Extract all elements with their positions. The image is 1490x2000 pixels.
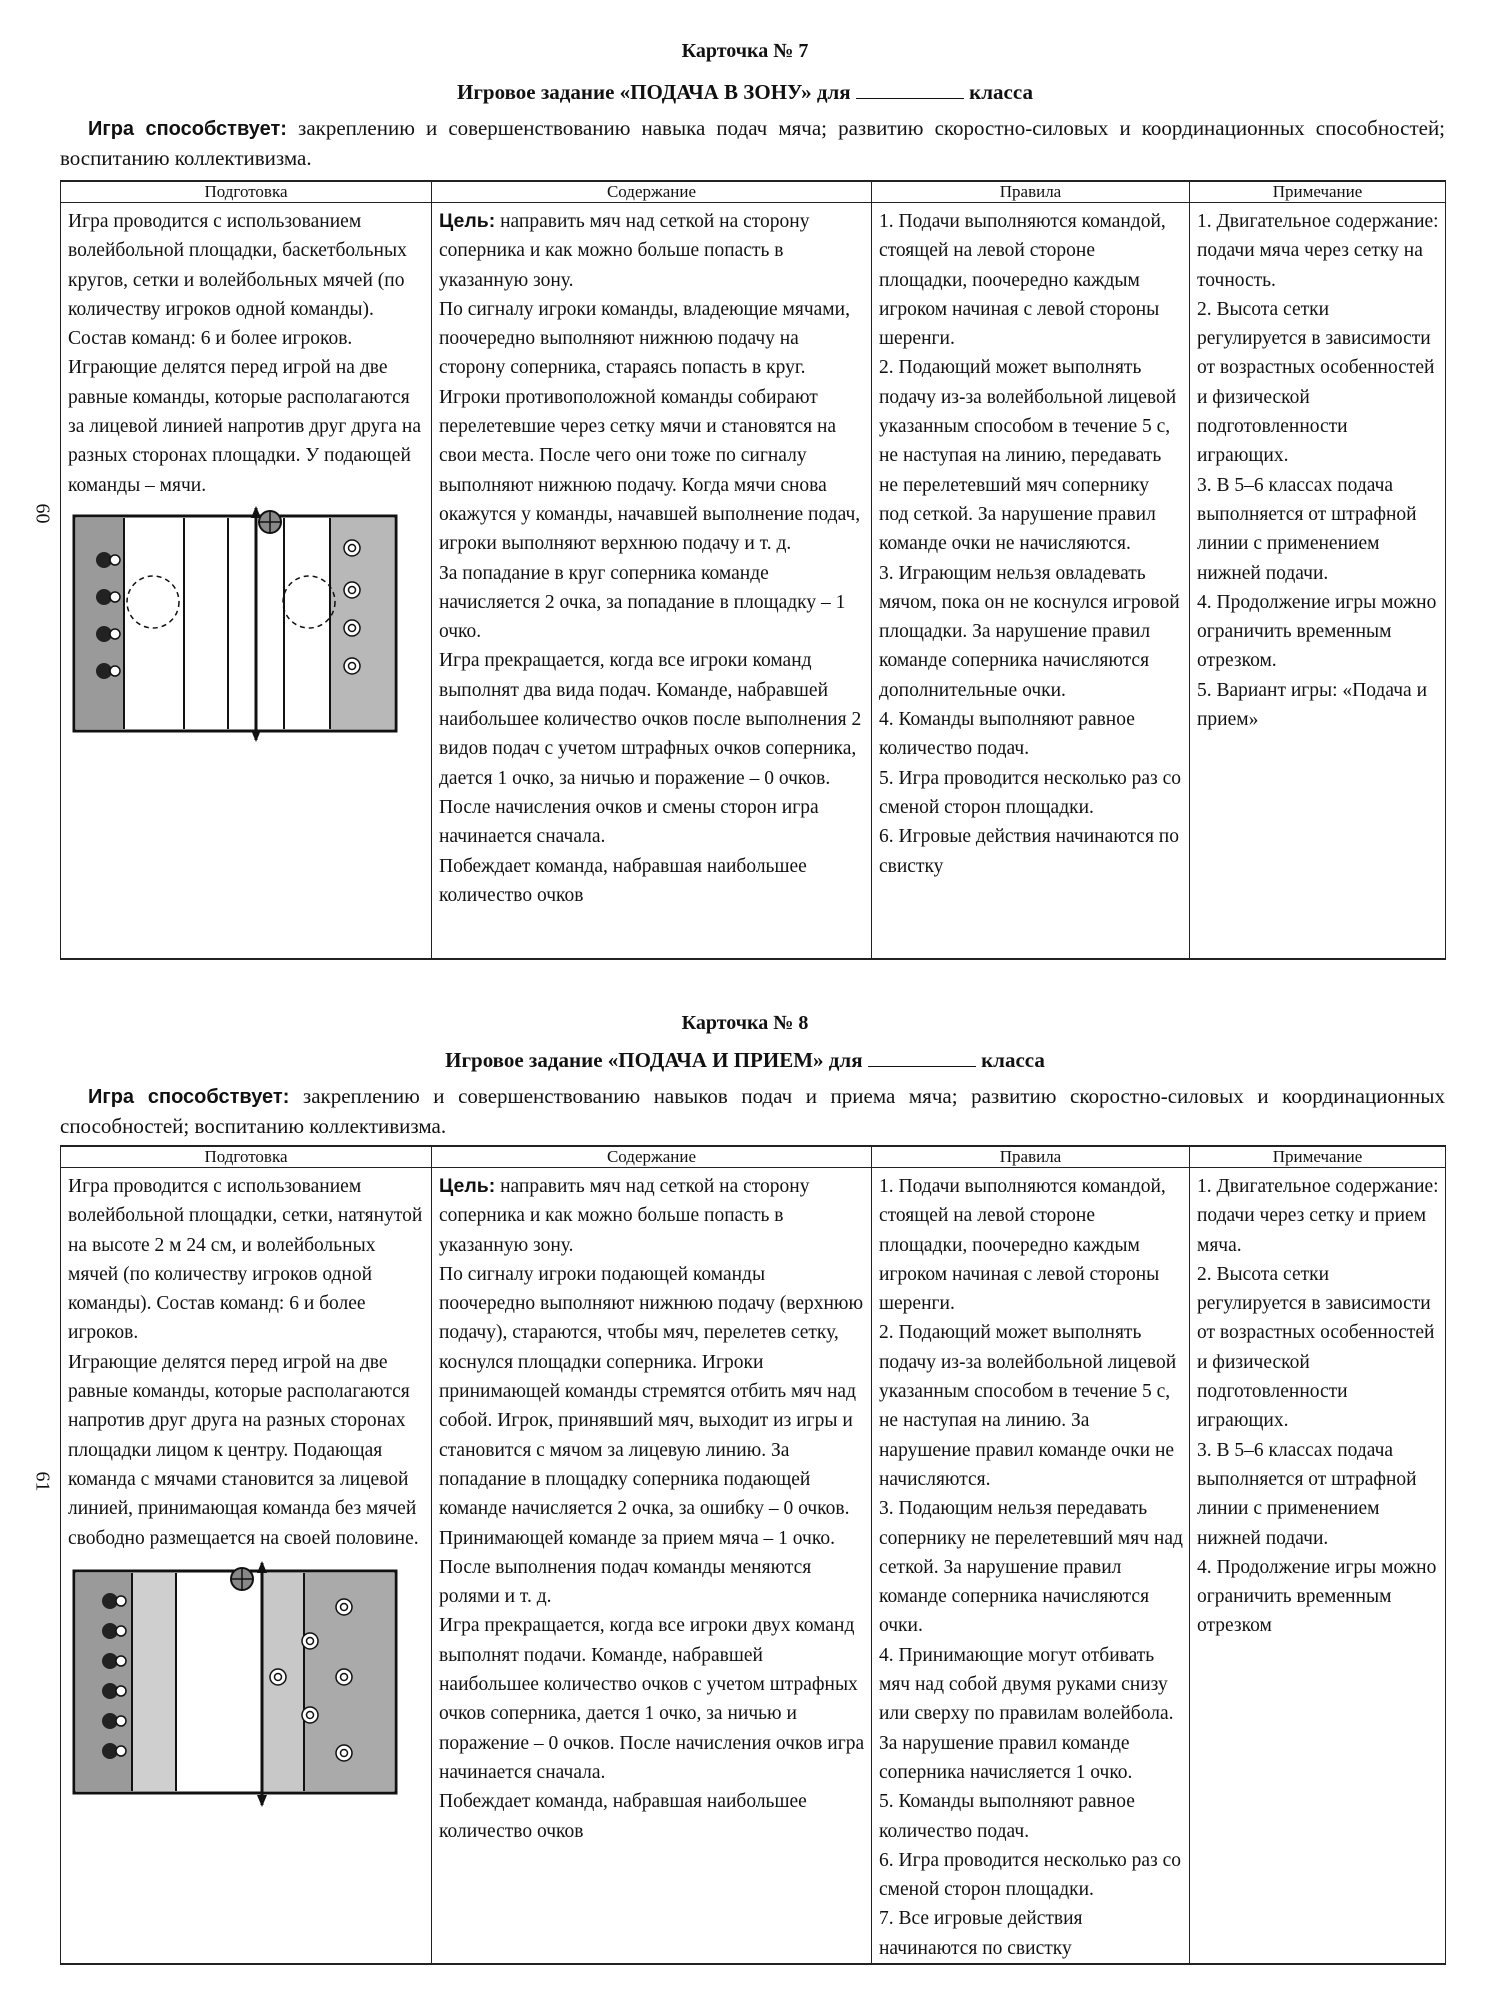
card7-table (60, 180, 1446, 960)
card7-goal-text: направить мяч над сеткой на сторону соперника и как можно больше попасть в указанную зону. (439, 211, 810, 291)
card8-note-3: 3. В 5–6 классах подача выполняется от штрафной линии с применением нижней подачи. (1197, 1439, 1417, 1549)
card8-purpose (60, 1082, 1445, 1141)
card7-content-para-2: За попадание в круг соперника команде начисляется 2 очка, за попадание в площадку – 1 очко. (439, 562, 846, 643)
card8-purpose-text: закреплению и совершенствованию навыков подач и приема мяча; развитию скоростно-силовых и координационных способностей; воспитанию коллективизма. (60, 1084, 1446, 1138)
card7-rule-6: 6. Игровые действия начинаются по свистку (879, 826, 1179, 877)
card8-task-prefix: Игровое задание «ПОДАЧА И ПРИЕМ» для (445, 1048, 863, 1072)
card7-header-content: Содержание (432, 181, 872, 203)
card7-header-rules: Правила (872, 181, 1190, 203)
card8-content-goal (439, 1172, 865, 1260)
card7-content-para-4: Побеждает команда, набравшая наибольшее количество очков (439, 855, 807, 906)
page-number-61: 61 (31, 1471, 54, 1492)
card8-goal-text: направить мяч над сеткой на сторону соперника и как можно больше попасть в указанную зону. (439, 1176, 810, 1256)
card7-task-suffix: класса (969, 80, 1033, 104)
card8-rule-5: 5. Команды выполняют равное количество подач. (879, 1791, 1135, 1842)
card8-task-title (0, 1048, 1490, 1073)
card8-purpose-label: Игра способствует: (88, 1086, 290, 1108)
card7-title: Карточка № 7 (681, 40, 809, 62)
card7-rule-5: 5. Игра проводится несколько раз со сменой сторон площадки. (879, 767, 1182, 818)
card8-content-para-1: По сигналу игроки подающей команды поочередно выполняют нижнюю подачу (верхнюю подачу), стараются, чтобы мяч, перелетев сетку, коснулся площадки соперника. Игроки принимающей команды стремятся отбить мяч над собой. Игрок, принявший мяч, выходит из игры и становится с мячом за лицевую линию. За попадание в площадку соперника подающей команде начисляется 2 очка, за ошибку – 0 очков. (439, 1263, 864, 1520)
card8-rule-7: 7. Все игровые действия начинаются по свистку (879, 1908, 1083, 1959)
card8-notes-cell (1190, 1168, 1446, 1965)
page-number-60: 60 (31, 503, 54, 524)
card7-content-cell (432, 203, 872, 959)
card8-header-preparation: Подготовка (61, 1146, 432, 1168)
card8-content-para-4: Побеждает команда, набравшая наибольшее количество очков (439, 1791, 807, 1842)
card8-preparation-para-2: Играющие делятся перед игрой на две равные команды, которые располагаются напротив друг друга на разных сторонах площадки лицом к центру. Подающая команда с мячами становится за лицевой линией, принимающая команда без мячей свободно размещается на своей половине. (68, 1351, 419, 1549)
card8-header-rules: Правила (872, 1146, 1190, 1168)
card8-note-4: 4. Продолжение игры можно ограничить временным отрезком (1197, 1556, 1437, 1637)
card7-rule-1: 1. Подачи выполняются командой, стоящей на левой стороне площадки, поочередно каждым игроком начиная с левой стороны шеренги. (879, 211, 1166, 350)
card8-header-content: Содержание (432, 1146, 872, 1168)
card7-content-para-3: Игра прекращается, когда все игроки команд выполнят два вида подач. Команде, набравшей наибольшее количество очков после выполнения 2 видов подач с учетом штрафных очков соперника, дается 1 очко, за ничью и поражение – 0 очков. После начисления очков и смены сторон игра начинается сначала. (439, 650, 862, 848)
card7-note-2: 2. Высота сетки регулируется в зависимости от возрастных особенностей и физической подготовленности играющих. (1197, 298, 1435, 467)
card8-rule-2: 2. Подающий может выполнять подачу из-за волейбольной лицевой указанным способом в течение 5 с, не наступая на линию. За нарушение правил команде очки не начисляются. (879, 1322, 1177, 1490)
card8-rules-cell (872, 1168, 1190, 1965)
card8-content-para-3: Игра прекращается, когда все игроки двух команд выполнят подачи. Команде, набравшей наибольшее количество очков с учетом штрафных очков соперника, дается 1 очко, за ничью и поражение – 0 очков. После начисления очков игра начинается сначала. (439, 1615, 865, 1783)
card7-purpose-label: Игра способствует: (88, 118, 287, 140)
card8-content-para-2: Принимающей команде за прием мяча – 1 очко. После выполнения подач команды меняются ролями и т. д. (439, 1527, 835, 1608)
card7-preparation-cell (61, 203, 432, 959)
card8-preparation-para-1: Игра проводится с использованием волейбольной площадки, сетки, натянутой на высоте 2 м 24 см, и волейбольных мячей (по количеству игроков одной команды). Состав команд: 6 и более игроков. (68, 1176, 423, 1344)
card7-note-5: 5. Вариант игры: «Подача и прием» (1197, 679, 1428, 731)
card7-content-para-1: По сигналу игроки команды, владеющие мячами, поочередно выполняют нижнюю подачу на сторону соперника, стараясь попасть в круг. Игроки противоположной команды собирают перелетевшие через сетку мячи и становятся на свои места. После чего они тоже по сигналу выполняют нижнюю подачу. Когда мячи снова окажутся у команды, начавшей выполнение подач, игроки выполняют верхнюю подачу и т. д. (439, 298, 861, 555)
card7-note-3: 3. В 5–6 классах подача выполняется от штрафной линии с применением нижней подачи. (1197, 474, 1417, 584)
card8-rule-3: 3. Подающим нельзя передавать сопернику не перелетевший мяч над сеткой. За нарушение правил команде соперника начисляются очки. (879, 1498, 1183, 1637)
card7-rule-3: 3. Играющим нельзя овладевать мячом, пока он не коснулся игровой площадки. За нарушение правил команде соперника начисляются дополнительные очки. (879, 562, 1180, 701)
card7-task-prefix: Игровое задание «ПОДАЧА В ЗОНУ» для (457, 80, 851, 104)
card7-purpose (60, 114, 1445, 173)
card8-court-diagram (68, 1559, 406, 1809)
card7-header-preparation: Подготовка (61, 181, 432, 203)
card7-class-blank (856, 82, 964, 99)
card8-goal-label: Цель: (439, 1175, 496, 1197)
card7-goal-label: Цель: (439, 210, 496, 232)
card8-body-row (61, 1168, 1446, 1965)
card8-title: Карточка № 8 (681, 1012, 809, 1034)
card7-header-row (61, 181, 1446, 203)
card8-note-1: 1. Двигательное содержание: подачи через сетку и прием мяча. (1197, 1176, 1439, 1256)
card8-rule-4: 4. Принимающие могут отбивать мяч над собой двумя руками снизу или сверху по правилам волейбола. За нарушение правил команде соперника начисляется 1 очко. (879, 1644, 1174, 1783)
card8-task-suffix: класса (981, 1048, 1045, 1072)
card8-header-notes: Примечание (1190, 1146, 1446, 1168)
card7-rule-4: 4. Команды выполняют равное количество подач. (879, 709, 1135, 760)
card8-header-row (61, 1146, 1446, 1168)
card7-content-goal (439, 207, 865, 295)
card8-content-cell (432, 1168, 872, 1965)
card8-table (60, 1145, 1446, 1965)
card7-header-notes: Примечание (1190, 181, 1446, 203)
card8-note-2: 2. Высота сетки регулируется в зависимости от возрастных особенностей и физической подготовленности играющих. (1197, 1263, 1435, 1432)
card7-preparation-para-1: Игра проводится с использованием волейбольной площадки, баскетбольных кругов, сетки и волейбольных мячей (по количеству игроков одной команды). Состав команд: 6 и более игроков. (68, 211, 407, 350)
card8-preparation-cell (61, 1168, 432, 1965)
card8-rule-1: 1. Подачи выполняются командой, стоящей на левой стороне площадки, поочередно каждым игроком начиная с левой стороны шеренги. (879, 1176, 1166, 1315)
card7-note-4: 4. Продолжение игры можно ограничить временным отрезком. (1197, 591, 1437, 672)
card7-task-title (0, 80, 1490, 105)
card7-notes-cell (1190, 203, 1446, 959)
card7-note-1: 1. Двигательное содержание: подачи мяча через сетку на точность. (1197, 211, 1439, 291)
card7-court-diagram (68, 506, 406, 742)
card8-rule-6: 6. Игра проводится несколько раз со сменой сторон площадки. (879, 1849, 1182, 1901)
card7-body-row (61, 203, 1446, 959)
card7-preparation-para-2: Играющие делятся перед игрой на две равные команды, которые располагаются за лицевой линией напротив друг друга на разных сторонах площадки. У подающей команды – мячи. (68, 357, 421, 496)
card8-class-blank (868, 1050, 976, 1067)
card7-purpose-text: закреплению и совершенствованию навыка подач мяча; развитию скоростно-силовых и координационных способностей; воспитанию коллективизма. (60, 116, 1446, 170)
card7-rules-cell (872, 203, 1190, 959)
card7-rule-2: 2. Подающий может выполнять подачу из-за волейбольной лицевой указанным способом в течение 5 с, не наступая на линию, передавать не перелетевший мяч сопернику под сеткой. За нарушение правил команде очки не начисляются. (879, 357, 1177, 555)
